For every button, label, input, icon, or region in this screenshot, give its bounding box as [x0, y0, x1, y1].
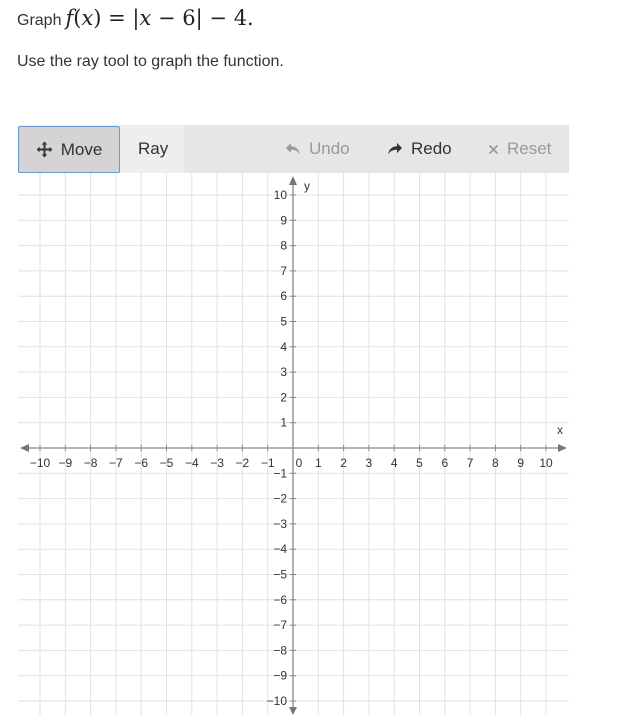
instruction-text: Use the ray tool to graph the function. — [17, 53, 284, 70]
prompt-lead: Graph — [17, 12, 62, 29]
y-axis-arrow-up — [289, 176, 297, 185]
ray-tool-label: Ray — [138, 139, 169, 158]
x-tick-label: −5 — [159, 456, 174, 470]
x-tick-label: −4 — [184, 456, 199, 470]
y-tick-label: −9 — [273, 668, 287, 683]
y-axis-label: y — [304, 179, 310, 193]
undo-arrow-icon — [285, 142, 301, 156]
redo-button[interactable] — [387, 125, 452, 173]
redo-label: Redo — [411, 139, 452, 158]
x-tick-label: −9 — [58, 456, 73, 470]
y-tick-label: −1 — [273, 466, 287, 481]
undo-button[interactable] — [285, 125, 350, 173]
x-tick-label: 8 — [492, 456, 499, 470]
y-tick-label: 3 — [280, 365, 287, 380]
y-tick-label: −10 — [266, 694, 287, 708]
y-tick-label: 4 — [280, 339, 287, 354]
function-name: f — [65, 6, 74, 30]
axes — [20, 176, 567, 715]
x-tick-label: 2 — [340, 456, 347, 470]
x-tick-label: 7 — [466, 456, 474, 470]
variable-x-abs: x — [139, 6, 152, 30]
y-tick-label: −8 — [273, 643, 287, 658]
x-tick-label: −3 — [210, 456, 224, 470]
reset-label: Reset — [507, 139, 552, 158]
x-tick-label: 9 — [517, 456, 525, 470]
x-tick-label: −8 — [83, 456, 98, 470]
expression-rest: − 6| − 4. — [151, 6, 254, 30]
redo-arrow-icon — [387, 142, 403, 156]
close-x-icon — [488, 144, 499, 155]
graph-area[interactable] — [18, 173, 569, 715]
tick-labels — [30, 179, 563, 708]
x-tick-label: 6 — [441, 456, 449, 470]
origin-label: 0 — [295, 456, 303, 470]
x-tick-label: 3 — [365, 456, 373, 470]
x-tick-label: 4 — [390, 456, 398, 470]
y-tick-label: 8 — [280, 238, 287, 253]
x-axis-arrow-right — [558, 444, 567, 452]
y-tick-label: −7 — [273, 618, 287, 633]
x-tick-label: −10 — [29, 456, 51, 470]
function-expression — [65, 6, 253, 30]
move-tool-label: Move — [60, 139, 103, 159]
x-tick-label: 1 — [314, 456, 322, 470]
x-tick-label: −7 — [109, 456, 123, 470]
y-tick-label: −5 — [273, 567, 287, 582]
y-tick-label: 7 — [280, 263, 287, 278]
y-tick-label: 2 — [280, 390, 287, 405]
reset-button[interactable] — [488, 125, 551, 173]
x-tick-label: −6 — [134, 456, 149, 470]
y-tick-label: 9 — [280, 213, 287, 228]
y-tick-label: −3 — [273, 516, 287, 531]
move-tool-button[interactable] — [18, 126, 120, 173]
x-axis-arrow-left — [20, 444, 29, 452]
y-axis-arrow-down — [289, 707, 297, 715]
ray-tool-button[interactable] — [138, 125, 168, 173]
graph-toolbar — [18, 125, 569, 173]
move-arrows-icon — [36, 141, 53, 158]
y-tick-label: −2 — [273, 491, 287, 506]
x-tick-label: −1 — [260, 456, 275, 470]
y-tick-label: −4 — [273, 542, 287, 557]
y-tick-label: 1 — [280, 415, 287, 430]
open-paren: ( — [73, 6, 82, 30]
x-tick-label: 5 — [416, 456, 423, 470]
coordinate-plane[interactable] — [18, 173, 569, 715]
prompt — [17, 6, 254, 36]
variable-x: x — [81, 6, 94, 30]
undo-label: Undo — [309, 139, 350, 158]
y-tick-label: 5 — [280, 314, 287, 329]
y-tick-label: 6 — [280, 289, 287, 304]
y-tick-label: 10 — [273, 188, 287, 202]
x-tick-label: 10 — [539, 456, 553, 470]
x-tick-label: −2 — [235, 456, 250, 470]
close-paren-equals: ) = | — [93, 6, 140, 30]
x-axis-label: x — [557, 423, 563, 437]
y-tick-label: −6 — [273, 592, 287, 607]
